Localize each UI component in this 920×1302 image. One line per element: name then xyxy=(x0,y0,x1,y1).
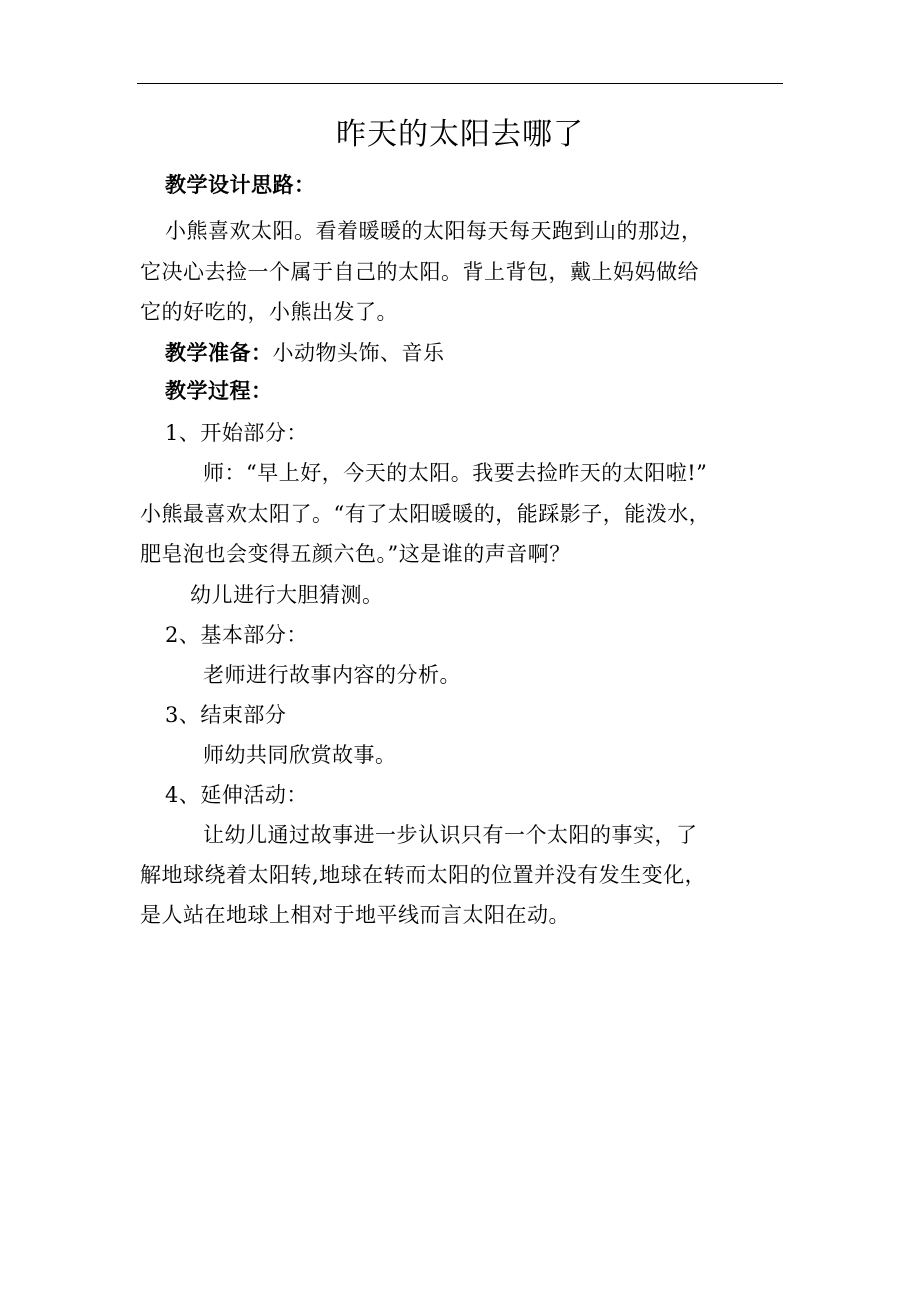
step2-label: 2、基本部分： xyxy=(165,623,308,647)
step3-text: 师幼共同欣赏故事。 xyxy=(203,743,397,767)
design-line-3: 它的好吃的，小熊出发了。 xyxy=(140,300,398,324)
prep-text: 小动物头饰、音乐 xyxy=(272,341,445,365)
step1-line-1: 师：“早上好，今天的太阳。我要去捡昨天的太阳啦!” xyxy=(203,461,708,485)
step1-activity: 幼儿进行大胆猜测。 xyxy=(190,583,384,607)
design-heading: 教学设计思路： xyxy=(165,173,316,197)
step1-line-2: 小熊最喜欢太阳了。“有了太阳暖暖的，能踩影子，能泼水， xyxy=(140,502,711,526)
step1-label: 1、开始部分： xyxy=(165,421,308,445)
step4-line-1: 让幼儿通过故事进一步认识只有一个太阳的事实，了 xyxy=(203,823,698,847)
step1-line-3: 肥皂泡也会变得五颜六色。”这是谁的声音啊？ xyxy=(140,542,571,566)
step4-line-2: 解地球绕着太阳转,地球在转而太阳的位置并没有发生变化， xyxy=(140,863,707,887)
prep-heading: 教学准备： xyxy=(165,341,273,365)
step3-label: 3、结束部分 xyxy=(165,703,287,727)
design-line-2: 它决心去捡一个属于自己的太阳。背上背包，戴上妈妈做给 xyxy=(140,260,699,284)
design-line-1: 小熊喜欢太阳。看着暖暖的太阳每天每天跑到山的那边， xyxy=(165,219,703,243)
step2-text: 老师进行故事内容的分析。 xyxy=(203,663,461,687)
step4-label: 4、延伸活动： xyxy=(165,783,308,807)
process-heading: 教学过程： xyxy=(165,379,273,403)
header-rule xyxy=(137,83,783,84)
prep-line xyxy=(165,336,445,370)
page-title: 昨天的太阳去哪了 xyxy=(336,117,584,152)
step4-line-3: 是人站在地球上相对于地平线而言太阳在动。 xyxy=(140,903,570,927)
